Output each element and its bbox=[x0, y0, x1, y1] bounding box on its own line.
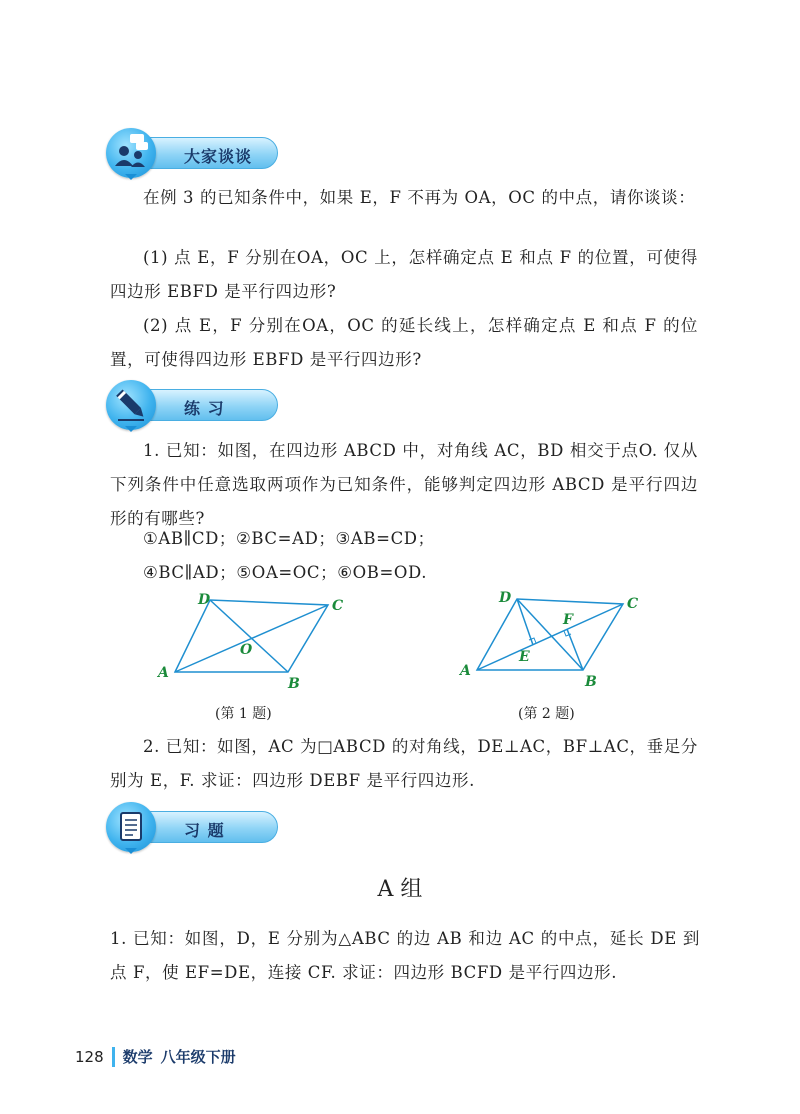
discussion-banner bbox=[106, 128, 278, 178]
group-a-title: A 组 bbox=[377, 877, 423, 902]
figure-1-label-b: B bbox=[288, 676, 300, 690]
practice-q2-text: 2. 已知：如图，AC 为□ABCD 的对角线，DE⊥AC，BF⊥AC，垂足分别为 E，F. 求证：四边形 DEBF 是平行四边形. bbox=[110, 737, 698, 790]
figure-1-diagonal-bd bbox=[210, 600, 288, 672]
figure-2-label-d: D bbox=[499, 590, 512, 606]
figure-2-label-c: C bbox=[627, 596, 639, 612]
figure-2-label-b: B bbox=[585, 674, 597, 690]
footer-divider bbox=[112, 1047, 115, 1067]
figure-2-label-a: A bbox=[460, 663, 471, 679]
discussion-item-1: (1) 点 E，F 分别在OA，OC 上，怎样确定点 E 和点 F 的位置，可使得四边形 EBFD 是平行四边形? bbox=[110, 248, 698, 301]
page-footer bbox=[75, 1046, 236, 1067]
figure-1-label-c: C bbox=[332, 598, 344, 614]
banner-pointer bbox=[125, 426, 137, 432]
figure-2-segment-de bbox=[517, 599, 533, 645]
figure-1-label-d: D bbox=[198, 592, 211, 608]
page-number: 128 bbox=[75, 1047, 104, 1066]
figure-2-diagonal-ac bbox=[477, 604, 623, 670]
figure-1-label-o: O bbox=[240, 642, 253, 658]
exercises-banner-label: 习 题 bbox=[184, 821, 225, 840]
figure-1-caption: (第 1 题) bbox=[215, 706, 272, 722]
practice-banner bbox=[106, 380, 278, 430]
figure-2-label-f: F bbox=[563, 612, 573, 628]
practice-q1-text: 1. 已知：如图，在四边形 ABCD 中，对角线 AC，BD 相交于点O. 仅从下列条件中任意选取两项作为已知条件，能够判定四边形 ABCD 是平行四边形的有哪些? bbox=[110, 441, 698, 528]
practice-banner-label: 练 习 bbox=[184, 399, 225, 418]
figure-2-caption: (第 2 题) bbox=[518, 706, 575, 722]
notebook-icon bbox=[106, 802, 156, 852]
figure-1-parallelogram bbox=[150, 590, 350, 690]
footer-book: 八年级下册 bbox=[160, 1048, 236, 1066]
figure-2-parallelogram bbox=[455, 588, 655, 690]
discussion-intro: 在例 3 的已知条件中，如果 E，F 不再为 OA，OC 的中点，请你谈谈： bbox=[143, 188, 696, 207]
exercises-banner bbox=[106, 802, 278, 852]
discussion-banner-label: 大家谈谈 bbox=[184, 147, 253, 166]
discussion-item-2: (2) 点 E，F 分别在OA，OC 的延长线上，怎样确定点 E 和点 F 的位置，可使得四边形 EBFD 是平行四边形? bbox=[110, 316, 698, 369]
banner-pointer bbox=[125, 848, 137, 854]
figure-1-label-a: A bbox=[158, 665, 169, 681]
exercise-1-text: 1. 已知：如图，D，E 分别为△ABC 的边 AB 和边 AC 的中点，延长 DE 到点 F，使 EF=DE，连接 CF. 求证：四边形 BCFD 是平行四边形. bbox=[110, 929, 700, 982]
pencil-icon bbox=[106, 380, 156, 430]
footer-subject: 数学 bbox=[122, 1048, 153, 1066]
practice-conditions-line2: ④BC∥AD；⑤OA=OC；⑥OB=OD. bbox=[143, 563, 428, 582]
practice-conditions-line1: ①AB∥CD；②BC=AD；③AB=CD； bbox=[143, 529, 435, 548]
banner-pointer bbox=[125, 174, 137, 180]
figure-2-label-e: E bbox=[519, 649, 530, 665]
people-talking-icon bbox=[106, 128, 156, 178]
